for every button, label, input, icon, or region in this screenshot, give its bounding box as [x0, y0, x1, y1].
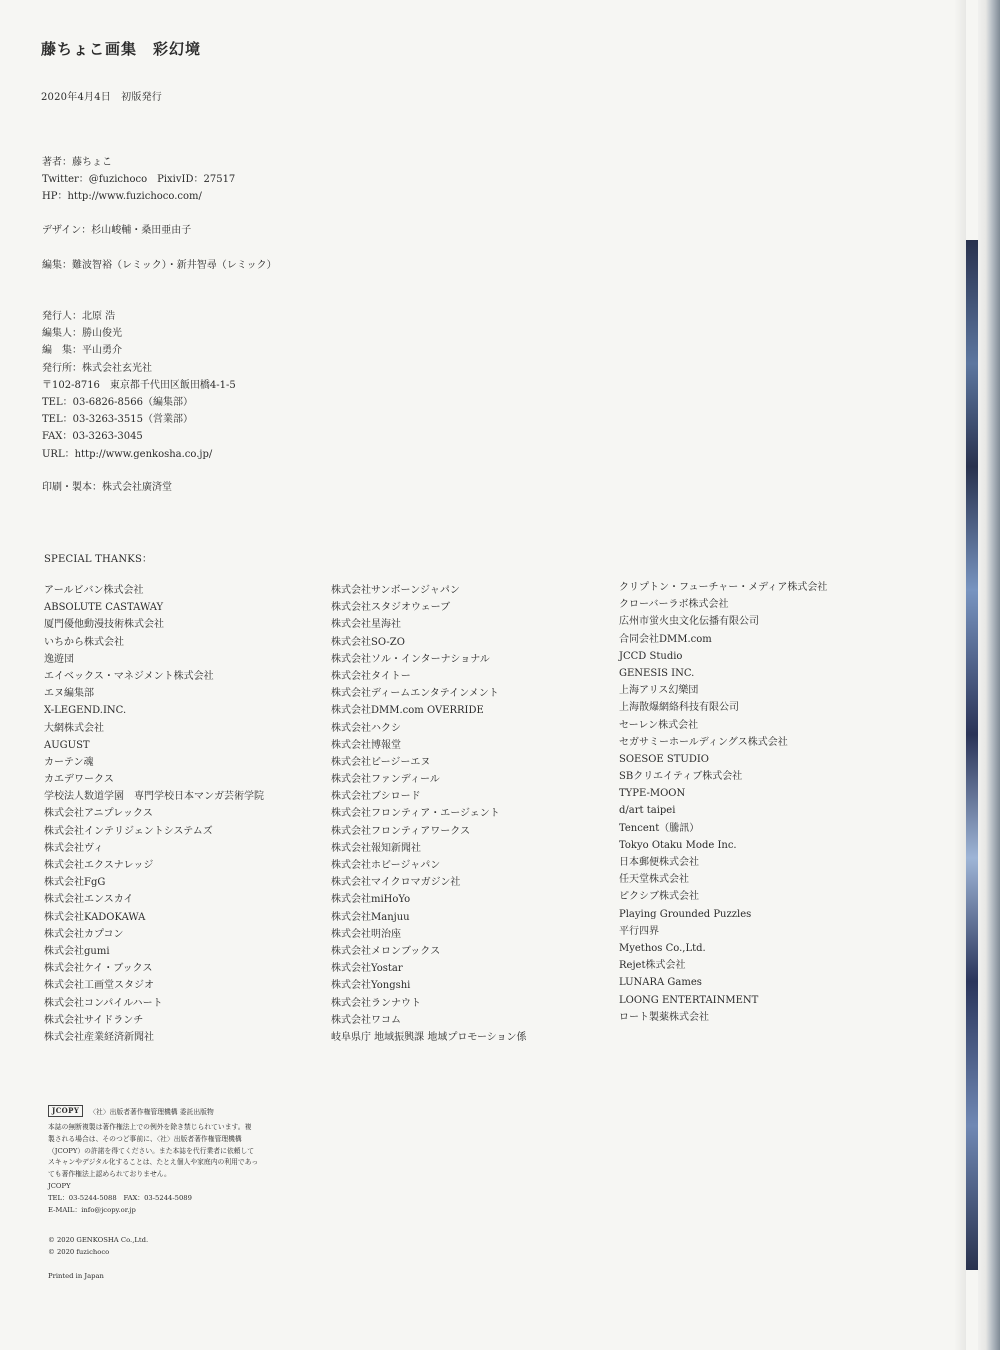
thanks-item: 学校法人数道学園 専門学校日本マンガ芸術学院 [44, 791, 264, 803]
copyright-line: © 2020 GENKOSHA Co.,Ltd. [48, 1236, 149, 1244]
thanks-item: カエデワークス [44, 774, 114, 786]
thanks-item: エイベックス・マネジメント株式会社 [44, 670, 214, 682]
thanks-item: 株式会社サイドランチ [44, 1014, 144, 1026]
thanks-item: Playing Grounded Puzzles [619, 908, 752, 920]
thanks-item: アールビバン株式会社 [44, 585, 144, 596]
publisher-line: TEL：03-3263-3515（営業部） [42, 414, 193, 426]
thanks-item: 株式会社ビージーエヌ [331, 756, 431, 768]
printed-in-japan: Printed in Japan [48, 1272, 104, 1280]
thanks-item: いちから株式会社 [44, 636, 124, 648]
book-page-edge [978, 0, 1000, 1350]
thanks-item: 株式会社博報堂 [331, 739, 401, 751]
thanks-item: 株式会社明治座 [331, 928, 401, 940]
thanks-item: 岐阜県庁 地域振興課 地域プロモーション係 [331, 1031, 527, 1043]
thanks-item: Tokyo Otaku Mode Inc. [619, 839, 737, 851]
thanks-item: 株式会社星海社 [331, 619, 401, 631]
thanks-item: 株式会社SO-ZO [331, 636, 405, 648]
thanks-item: 合同会社DMM.com [619, 633, 712, 645]
book-title: 藤ちょこ画集 彩幻境 [41, 40, 202, 58]
author-line: HP：http://www.fuzichoco.com/ [42, 191, 202, 203]
thanks-item: 株式会社ワコム [331, 1014, 401, 1026]
thanks-item: 株式会社スタジオウェーブ [331, 602, 451, 614]
thanks-item: LOONG ENTERTAINMENT [619, 994, 759, 1006]
thanks-item: AUGUST [44, 739, 90, 751]
thanks-item: 株式会社アニプレックス [44, 808, 153, 820]
author-line: 著者：藤ちょこ [42, 157, 112, 168]
thanks-item: 株式会社DMM.com OVERRIDE [331, 705, 484, 717]
thanks-item: 株式会社ファンディール [331, 774, 440, 786]
thanks-item: ABSOLUTE CASTAWAY [44, 602, 164, 614]
thanks-item: 株式会社インテリジェントシステムズ [44, 825, 213, 837]
copyright-line: © 2020 fuzichoco [48, 1247, 110, 1256]
thanks-item: 株式会社報知新聞社 [331, 842, 421, 854]
thanks-item: 日本郵便株式会社 [619, 857, 699, 868]
thanks-item: 株式会社エンスカイ [44, 894, 134, 906]
publisher-line: 発行人：北原 浩 [42, 311, 116, 322]
thanks-item: 厦門優他動漫技術株式会社 [44, 619, 164, 631]
thanks-item: 株式会社フロンティアワークス [331, 825, 471, 837]
special-thanks-column-2 [331, 582, 527, 1046]
thanks-item: 任天堂株式会社 [619, 874, 689, 886]
legal-line: スキャンやデジタル化することは、たとえ個人や家庭内の利用であっ [48, 1158, 259, 1167]
thanks-item: 株式会社ホビージャパン [331, 860, 441, 871]
thanks-item: GENESIS INC. [619, 667, 695, 679]
thanks-item: クローバーラボ株式会社 [619, 599, 729, 611]
thanks-item: 株式会社ヴィ [44, 842, 104, 854]
special-thanks-title: SPECIAL THANKS： [44, 554, 153, 565]
legal-line: 製される場合は、そのつど事前に、〈社〉出版者著作権管理機構 [48, 1134, 242, 1143]
thanks-item: 上海アリス幻樂団 [619, 685, 699, 697]
legal-line: （JCOPY）の許諾を得てください。また本誌を代行業者に依頼して [48, 1146, 255, 1155]
legal-line: JCOPY [48, 1181, 71, 1190]
thanks-item: 上海散爆網絡科技有限公司 [619, 702, 739, 714]
printing-block [42, 479, 172, 496]
printing-line: 印刷・製本：株式会社廣済堂 [42, 482, 172, 493]
thanks-item: 株式会社Manjuu [331, 911, 410, 923]
thanks-item: SOESOE STUDIO [619, 753, 709, 765]
jcopy-header [48, 1104, 214, 1118]
thanks-item: クリプトン・フューチャー・メディア株式会社 [619, 582, 828, 593]
thanks-item: TYPE-MOON [619, 788, 686, 800]
thanks-item: 株式会社ソル・インターナショナル [331, 653, 490, 665]
special-thanks-column-1 [44, 582, 264, 1046]
thanks-item: 株式会社ディームエンタテインメント [331, 688, 499, 700]
thanks-item: 株式会社タイトー [331, 670, 411, 682]
thanks-item: 株式会社産業経済新聞社 [44, 1031, 154, 1043]
thanks-item: JCCD Studio [619, 650, 683, 662]
thanks-item: 株式会社Yostar [331, 963, 403, 975]
thanks-item: 株式会社gumi [44, 945, 110, 957]
thanks-item: d/art taipei [619, 805, 676, 817]
thanks-item: 株式会社工画堂スタジオ [44, 980, 154, 992]
thanks-item: 株式会社カプコン [44, 928, 124, 940]
publisher-line: TEL：03-6826-8566（編集部） [42, 396, 193, 408]
thanks-item: エヌ編集部 [44, 688, 94, 700]
thanks-item: 大網株式会社 [44, 722, 104, 734]
thanks-item: LUNARA Games [619, 977, 702, 989]
thanks-item: カーテン魂 [44, 756, 94, 768]
publisher-line: URL：http://www.genkosha.co.jp/ [42, 448, 213, 460]
thanks-item: 株式会社エクスナレッジ [44, 860, 154, 871]
thanks-item: 株式会社ランナウト [331, 997, 421, 1009]
thanks-item: 株式会社サンボーンジャパン [331, 585, 460, 596]
publisher-line: FAX：03-3263-3045 [42, 431, 143, 443]
editing-line: 編集：難波智裕（レミック）・新井智尋（レミック） [42, 260, 277, 271]
publisher-line: 編 集：平山勇介 [42, 345, 122, 357]
legal-line: E-MAIL：info@jcopy.or.jp [48, 1205, 136, 1214]
design-block [42, 222, 191, 239]
jcopy-heading: 〈社〉出版者著作権管理機構 委託出版物 [89, 1108, 214, 1116]
thanks-item: 株式会社ケイ・ブックス [44, 963, 153, 975]
editing-block [42, 257, 277, 274]
publisher-line: 〒102-8716 東京都千代田区飯田橋4-1-5 [42, 379, 236, 391]
author-block [42, 154, 235, 206]
thanks-item: SBクリエイティブ株式会社 [619, 771, 743, 783]
thanks-item: 平行四界 [619, 925, 659, 937]
thanks-item: 株式会社コンパイルハート [44, 997, 163, 1009]
thanks-item: Tencent（騰訊） [619, 822, 700, 834]
thanks-item: 株式会社フロンティア・エージェント [331, 808, 500, 820]
thanks-item: 広州市蛍火虫文化伝播有限公司 [619, 616, 759, 628]
thanks-item: 株式会社miHoYo [331, 894, 411, 906]
thanks-item: Myethos Co.,Ltd. [619, 942, 706, 954]
thanks-item: 株式会社メロンブックス [331, 945, 441, 957]
publisher-line: 発行所：株式会社玄光社 [42, 362, 152, 374]
legal-line: TEL：03-5244-5088 FAX：03-5244-5089 [48, 1193, 192, 1202]
design-line: デザイン：杉山峻輔・桑田亜由子 [42, 225, 192, 236]
thanks-item: 株式会社FgG [44, 877, 106, 889]
special-thanks-column-3 [619, 579, 827, 1026]
thanks-item: ロート製薬株式会社 [619, 1011, 709, 1023]
thanks-item: セガサミーホールディングス株式会社 [619, 736, 788, 748]
thanks-item: ピクシブ株式会社 [619, 891, 699, 903]
legal-line: 本誌の無断複製は著作権法上での例外を除き禁じられています。複 [48, 1123, 252, 1131]
jcopy-logo: JCOPY [48, 1105, 83, 1117]
thanks-item: セーレン株式会社 [619, 719, 699, 731]
page-shadow [954, 0, 966, 1350]
jcopy-legal-text [48, 1122, 258, 1216]
thanks-item: X-LEGEND.INC. [44, 705, 127, 717]
publisher-line: 編集人：勝山俊光 [42, 328, 122, 340]
copyright-block [48, 1235, 148, 1258]
thanks-item: 株式会社Yongshi [331, 980, 411, 992]
thanks-item: 株式会社マイクロマガジン社 [331, 877, 461, 889]
publish-date: 2020年4月4日 初版発行 [41, 92, 162, 103]
thanks-item: 逸遊団 [44, 653, 74, 665]
legal-line: ても著作権法上認められておりません。 [48, 1170, 171, 1179]
publisher-block [42, 308, 236, 463]
thanks-item: 株式会社ハクシ [331, 722, 401, 734]
author-line: Twitter：@fuzichoco PixivID：27517 [42, 174, 236, 186]
thanks-item: 株式会社ブシロード [331, 791, 421, 803]
thanks-item: 株式会社KADOKAWA [44, 911, 146, 923]
thanks-item: Rejet株式会社 [619, 960, 686, 972]
